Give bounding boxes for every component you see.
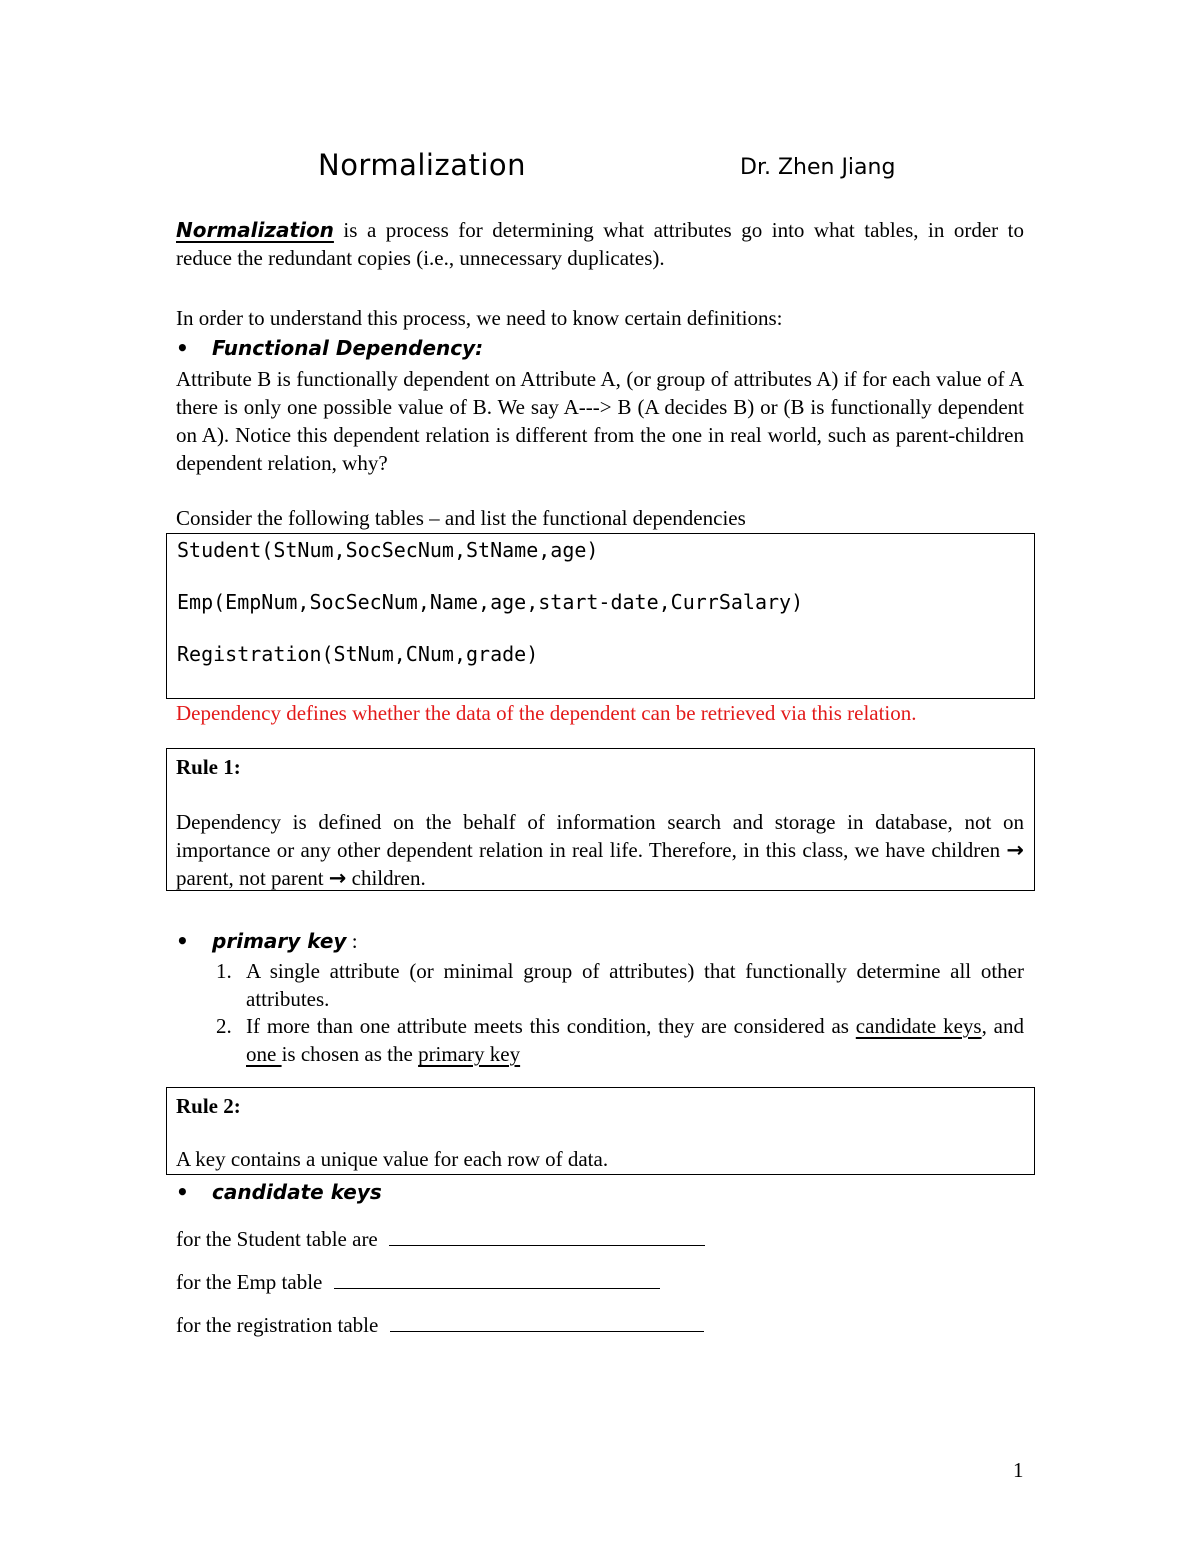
ck-heading: candidate keys [212,1180,382,1204]
pk-item-number: 1. [216,959,232,983]
rule1-title: Rule 1: [176,755,241,779]
rule2-title: Rule 2: [176,1094,241,1118]
arrow-right-icon: → [328,866,347,890]
rule2-box [166,1087,1035,1175]
author-name: Dr. Zhen Jiang [740,155,896,180]
intro-term: Normalization [176,218,334,242]
bullet-icon: • [176,1180,189,1204]
pk-item-text: A single attribute (or minimal group of attributes) that functionally determine all other attributes. [246,959,1024,1011]
bullet-icon: • [176,929,189,953]
primary-key-term: primary key [418,1042,521,1066]
fd-definition: Attribute B is functionally dependent on Attribute A, (or group of attributes A) if for each value of A there is only one possible value of B. We say A---> B (A decides B) or (B is functionally dependent on A). Notice this dependent relation is different from the one in real world, such as parent-children dependent relation, why? [176,367,1024,475]
emp-blank-field[interactable] [334,1268,660,1289]
ck-label: for the registration table [176,1313,379,1337]
table-student: Student(StNum,SocSecNum,StName,age) [177,538,599,562]
ck-label: for the Student table are [176,1227,378,1251]
rule1-text-b: parent, not parent [176,866,329,890]
tables-box [166,533,1035,699]
fd-consider: Consider the following tables – and list the functional dependencies [176,506,746,530]
pk-heading-colon: : [346,929,358,953]
intro-paragraph [176,216,1024,272]
rule1-text [176,808,1024,892]
intro-text: is a process for determining what attributes go into what tables, in order to reduce the redundant copies (i.e., unnecessary duplicates). [176,218,1024,270]
rule1-box [166,748,1035,891]
one-term: one [246,1042,282,1066]
registration-blank-field[interactable] [390,1311,704,1332]
ck-line-student [176,1225,705,1252]
table-emp: Emp(EmpNum,SocSecNum,Name,age,start-date,CurrSalary) [177,590,804,614]
ck-label: for the Emp table [176,1270,323,1294]
candidate-keys-term: candidate keys [855,1014,982,1038]
pk-item2-text-b: , and [981,1014,1025,1038]
ck-line-emp [176,1268,660,1295]
student-blank-field[interactable] [389,1225,705,1246]
page-number: 1 [1013,1458,1024,1482]
pk-item-2 [216,1012,1024,1068]
ck-heading-line [176,1180,382,1205]
rule1-text-a: Dependency is defined on the behalf of information search and storage in database, not on importance or any other dependent relation in real life. Therefore, in this class, we have children [176,810,1024,862]
table-registration: Registration(StNum,CNum,grade) [177,642,539,666]
pk-item2-text-a: If more than one attribute meets this condition, they are considered as [246,1014,856,1038]
pk-heading-line [176,929,358,954]
dependency-note: Dependency defines whether the data of the dependent can be retrieved via this relation. [176,701,917,725]
pk-item-text [246,1012,1024,1068]
definitions-lead: In order to understand this process, we need to know certain definitions: [176,306,783,330]
pk-item2-text-c: is chosen as the [281,1042,419,1066]
fd-heading: Functional Dependency [212,336,476,360]
pk-item-1 [216,957,1024,1013]
pk-item-number: 2. [216,1014,232,1038]
pk-heading: primary key [212,929,347,953]
rule1-text-c: children. [346,866,426,890]
page-title: Normalization [318,148,527,182]
fd-heading-colon: : [475,336,484,360]
bullet-icon: • [176,336,189,360]
ck-line-registration [176,1311,704,1338]
arrow-right-icon: → [1006,838,1024,862]
rule2-text: A key contains a unique value for each row of data. [176,1147,609,1171]
fd-heading-line [176,336,483,361]
